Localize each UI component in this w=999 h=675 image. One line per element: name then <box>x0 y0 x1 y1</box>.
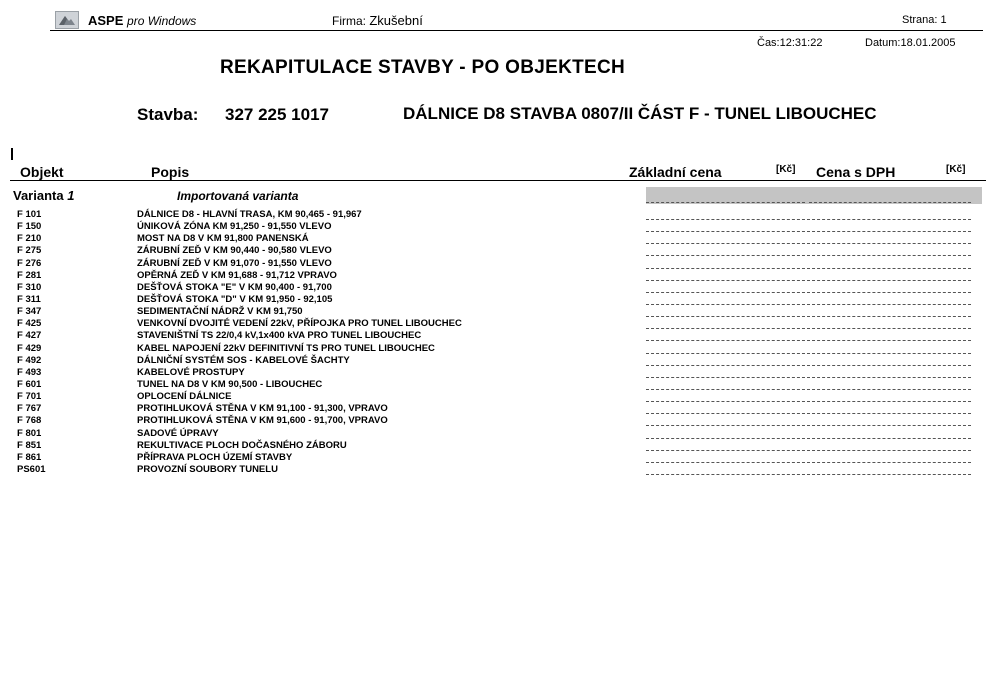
aspe-logo-icon <box>55 11 79 29</box>
row-price-placeholder <box>646 304 971 305</box>
row-price-placeholder <box>646 389 971 390</box>
row-price-placeholder <box>646 268 971 269</box>
print-time: Čas:12:31:22 <box>757 37 823 49</box>
table-row <box>0 391 999 403</box>
row-code: F 281 <box>17 269 42 281</box>
row-description: KABELOVÉ PROSTUPY <box>137 366 245 378</box>
column-header-popis: Popis <box>151 164 190 180</box>
row-code: F 768 <box>17 415 42 427</box>
row-description: KABEL NAPOJENÍ 22kV DEFINITIVNÍ TS PRO TUNEL LIBOUCHEC <box>137 342 435 354</box>
row-description: ZÁRUBNÍ ZEĎ V KM 91,070 - 91,550 VLEVO <box>137 257 332 269</box>
table-row <box>0 379 999 391</box>
table-row <box>0 318 999 330</box>
firma-value: Zkušební <box>369 13 423 28</box>
row-price-placeholder <box>646 353 971 354</box>
text-cursor <box>11 148 13 160</box>
row-code: F 347 <box>17 306 42 318</box>
table-row <box>0 258 999 270</box>
row-code: F 150 <box>17 221 42 233</box>
row-code: F 801 <box>17 427 42 439</box>
table-row <box>0 428 999 440</box>
variant-dash-dph <box>809 202 971 203</box>
row-price-placeholder <box>646 292 971 293</box>
row-price-placeholder <box>646 316 971 317</box>
stavba-label: Stavba: <box>137 105 199 124</box>
row-code: F 427 <box>17 330 42 342</box>
row-description: STAVENIŠTNÍ TS 22/0,4 kV,1x400 kVA PRO TUNEL LIBOUCHEC <box>137 330 422 342</box>
variant-description: Importovaná varianta <box>177 189 299 203</box>
row-description: OPLOCENÍ DÁLNICE <box>137 391 232 403</box>
row-description: TUNEL NA D8 V KM 90,500 - LIBOUCHEC <box>137 378 323 390</box>
row-price-placeholder <box>646 401 971 402</box>
row-price-placeholder <box>646 462 971 463</box>
table-row <box>0 452 999 464</box>
table-row <box>0 306 999 318</box>
stavba-name: DÁLNICE D8 STAVBA 0807/II ČÁST F - TUNEL LIBOUCHEC <box>403 104 877 123</box>
row-description: PŘÍPRAVA PLOCH ÚZEMÍ STAVBY <box>137 451 293 463</box>
table-row <box>0 415 999 427</box>
column-header-divider <box>10 180 986 181</box>
row-description: DÁLNIČNÍ SYSTÉM SOS - KABELOVÉ ŠACHTY <box>137 354 350 366</box>
row-description: SADOVÉ ÚPRAVY <box>137 427 219 439</box>
variant-dash-zakladni <box>646 202 805 203</box>
table-row <box>0 233 999 245</box>
row-price-placeholder <box>646 243 971 244</box>
column-unit-zakladni: [Kč] <box>776 164 796 175</box>
row-code: F 101 <box>17 209 42 220</box>
row-code: F 861 <box>17 451 42 463</box>
row-price-placeholder <box>646 231 971 232</box>
row-code: F 210 <box>17 233 42 245</box>
row-code: F 275 <box>17 245 42 257</box>
row-code: F 425 <box>17 318 42 330</box>
page-number: Strana: 1 <box>902 14 947 26</box>
row-code: F 851 <box>17 439 42 451</box>
column-header-objekt: Objekt <box>20 164 64 180</box>
row-description: PROTIHLUKOVÁ STĚNA V KM 91,600 - 91,700, VPRAVO <box>137 415 388 427</box>
row-description: ZÁRUBNÍ ZEĎ V KM 90,440 - 90,580 VLEVO <box>137 245 332 257</box>
row-description: PROVOZNÍ SOUBORY TUNELU <box>137 463 278 475</box>
table-row <box>0 343 999 355</box>
row-price-placeholder <box>646 255 971 256</box>
table-row <box>0 367 999 379</box>
row-description: VENKOVNÍ DVOJITÉ VEDENÍ 22kV, PŘÍPOJKA PRO TUNEL LIBOUCHEC <box>137 318 462 330</box>
row-description: REKULTIVACE PLOCH DOČASNÉHO ZÁBORU <box>137 439 347 451</box>
table-row <box>0 403 999 415</box>
row-description: SEDIMENTAČNÍ NÁDRŽ V KM 91,750 <box>137 306 303 318</box>
row-code: F 701 <box>17 391 42 403</box>
row-description: PROTIHLUKOVÁ STĚNA V KM 91,100 - 91,300, VPRAVO <box>137 403 388 415</box>
firma-field: Firma: Zkušební <box>332 13 423 28</box>
variant-number: 1 <box>67 188 75 203</box>
table-row <box>0 440 999 452</box>
table-row <box>0 330 999 342</box>
row-price-placeholder <box>646 365 971 366</box>
row-code: F 276 <box>17 257 42 269</box>
variant-label: Varianta 1 <box>13 188 75 203</box>
row-price-placeholder <box>646 438 971 439</box>
print-date: Datum:18.01.2005 <box>865 37 956 49</box>
header-divider <box>50 30 983 31</box>
table-row <box>0 209 999 221</box>
table-row <box>0 282 999 294</box>
row-price-placeholder <box>646 413 971 414</box>
table-row <box>0 270 999 282</box>
row-code: F 601 <box>17 378 42 390</box>
row-price-placeholder <box>646 280 971 281</box>
row-code: F 310 <box>17 281 42 293</box>
row-price-placeholder <box>646 328 971 329</box>
row-description: DÁLNICE D8 - HLAVNÍ TRASA, KM 90,465 - 91,967 <box>137 209 362 220</box>
row-price-placeholder <box>646 340 971 341</box>
row-description: DEŠŤOVÁ STOKA "D" V KM 91,950 - 92,105 <box>137 293 333 305</box>
table-row <box>0 355 999 367</box>
objekt-list <box>0 209 999 476</box>
table-row <box>0 245 999 257</box>
row-description: ÚNIKOVÁ ZÓNA KM 91,250 - 91,550 VLEVO <box>137 221 332 233</box>
app-suffix: pro Windows <box>127 14 197 28</box>
row-price-placeholder <box>646 425 971 426</box>
column-header-cena-dph: Cena s DPH <box>816 164 896 180</box>
row-price-placeholder <box>646 377 971 378</box>
page-title: REKAPITULACE STAVBY - PO OBJEKTECH <box>220 57 626 78</box>
table-row <box>0 464 999 476</box>
column-header-zakladni-cena: Základní cena <box>629 164 722 180</box>
row-price-placeholder <box>646 474 971 475</box>
table-row <box>0 221 999 233</box>
row-description: DEŠŤOVÁ STOKA "E" V KM 90,400 - 91,700 <box>137 281 332 293</box>
row-code: PS601 <box>17 463 46 475</box>
row-price-placeholder <box>646 219 971 220</box>
row-code: F 429 <box>17 342 42 354</box>
row-code: F 311 <box>17 293 41 305</box>
row-price-placeholder <box>646 450 971 451</box>
table-row <box>0 294 999 306</box>
row-code: F 767 <box>17 403 42 415</box>
row-description: OPĚRNÁ ZEĎ V KM 91,688 - 91,712 VPRAVO <box>137 269 337 281</box>
row-code: F 492 <box>17 354 42 366</box>
row-description: MOST NA D8 V KM 91,800 PANENSKÁ <box>137 233 309 245</box>
column-unit-dph: [Kč] <box>946 164 966 175</box>
stavba-code: 327 225 1017 <box>225 105 329 124</box>
row-code: F 493 <box>17 366 42 378</box>
app-name: ASPE pro Windows <box>88 13 197 28</box>
